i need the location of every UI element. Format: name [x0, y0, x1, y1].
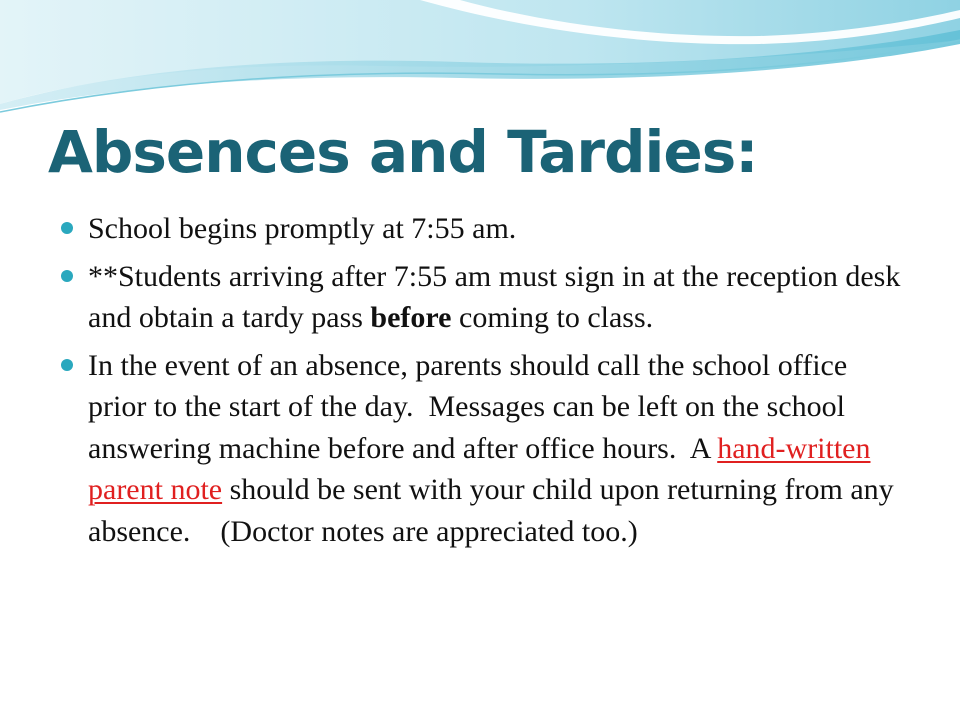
- bullet-item: [0, 256, 960, 339]
- bullet-text-after: should be sent with your child upon returning from any absence. (Doctor notes are appreciated too.): [88, 473, 902, 548]
- bullet-text: **Students arriving after 7:55 am must sign in at the reception desk and obtain a tardy pass: [88, 259, 901, 334]
- bullet-list: [0, 208, 960, 558]
- bullet-item: [0, 345, 960, 553]
- header-wave-decoration: [0, 0, 960, 120]
- parent-note-link[interactable]: hand-written parent note: [88, 431, 871, 506]
- bullet-dot-icon: [61, 222, 73, 234]
- bullet-text: School begins promptly at 7:55 am.: [88, 212, 517, 245]
- bullet-item: [0, 208, 960, 250]
- bullet-emphasis: before: [370, 301, 452, 334]
- slide-title: Absences and Tardies:: [48, 118, 758, 186]
- bullet-dot-icon: [61, 359, 73, 371]
- bullet-dot-icon: [61, 270, 73, 282]
- bullet-text-after: coming to class.: [451, 301, 654, 334]
- bullet-text: In the event of an absence, parents should call the school office prior to the start of the day. Messages can be left on the school answering machine before and after office hours. A: [88, 348, 855, 465]
